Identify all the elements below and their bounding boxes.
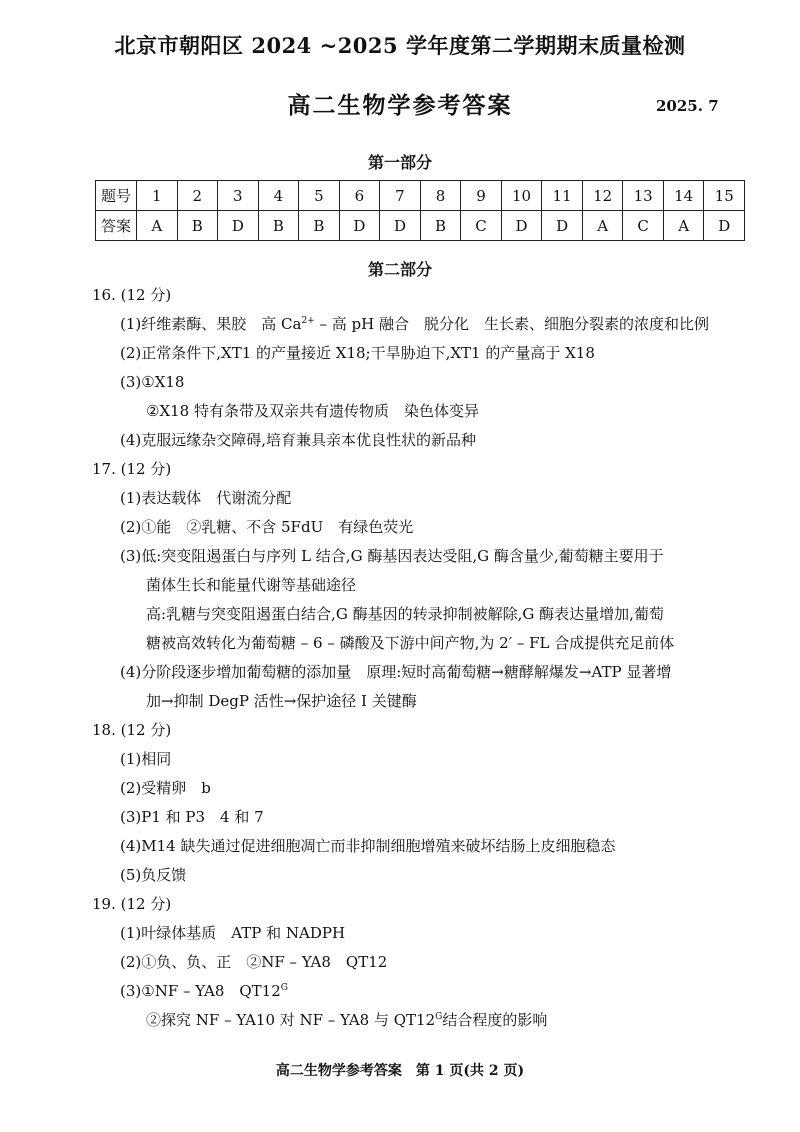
answer-cell: D xyxy=(501,211,542,241)
question-16-answer-3: (3)①X18 xyxy=(120,373,185,391)
question-17-answer-2: (2)①能 ②乳糖、不含 5FdU 有绿色荧光 xyxy=(120,518,414,536)
document-title: 高二生物学参考答案 xyxy=(287,92,513,119)
answer-cell: B xyxy=(299,211,340,241)
question-16-answer-3b: ②X18 特有条带及双亲共有遗传物质 染色体变异 xyxy=(146,402,479,420)
row-label-answer: 答案 xyxy=(96,211,137,241)
question-number-cell: 3 xyxy=(218,181,259,211)
question-18-answer-5: (5)负反馈 xyxy=(120,866,187,884)
question-18-answer-2: (2)受精卵 b xyxy=(120,779,211,797)
exam-title: 北京市朝阳区 2024 ~2025 学年度第二学期期末质量检测 xyxy=(114,33,686,58)
question-18-answer-4: (4)M14 缺失通过促进细胞凋亡而非抑制细胞增殖来破坏结肠上皮细胞稳态 xyxy=(120,837,616,855)
question-17-answer-3d: 糖被高效转化为葡萄糖 – 6 – 磷酸及下游中间产物,为 2′ – FL 合成提供充足前体 xyxy=(146,634,675,652)
answer-cell: A xyxy=(137,211,178,241)
answer-cell: A xyxy=(582,211,623,241)
answer-cell: B xyxy=(177,211,218,241)
question-number-cell: 14 xyxy=(663,181,704,211)
question-17-answer-1: (1)表达载体 代谢流分配 xyxy=(120,489,292,507)
answer-table xyxy=(95,180,745,241)
question-number-row xyxy=(96,181,745,211)
answer-cell: D xyxy=(704,211,745,241)
page-footer: 高二生物学参考答案 第 1 页(共 2 页) xyxy=(275,1063,525,1079)
row-label-number: 题号 xyxy=(96,181,137,211)
answer-text: 结合程度的影响 xyxy=(442,1011,548,1029)
part2-title: 第二部分 xyxy=(367,260,432,279)
question-number-cell: 2 xyxy=(177,181,218,211)
question-number-cell: 12 xyxy=(582,181,623,211)
answer-cell: C xyxy=(461,211,502,241)
question-19-answer-2: (2)①负、负、正 ②NF – YA8 QT12 xyxy=(120,953,388,971)
superscript: 2+ xyxy=(301,316,315,326)
answer-text: ②探究 NF – YA10 对 NF – YA8 与 QT12 xyxy=(146,1011,436,1029)
answer-cell: B xyxy=(258,211,299,241)
question-17-answer-3c: 高:乳糖与突变阻遏蛋白结合,G 酶基因的转录抑制被解除,G 酶表达量增加,葡萄 xyxy=(146,605,664,623)
question-number-cell: 4 xyxy=(258,181,299,211)
superscript: G xyxy=(280,983,288,993)
question-17-heading: 17. (12 分) xyxy=(92,460,172,478)
question-19-heading: 19. (12 分) xyxy=(92,895,172,913)
answer-row xyxy=(96,211,745,241)
question-number-cell: 6 xyxy=(339,181,380,211)
question-number-cell: 13 xyxy=(623,181,664,211)
question-18-heading: 18. (12 分) xyxy=(92,721,172,739)
question-number-cell: 5 xyxy=(299,181,340,211)
question-number-cell: 15 xyxy=(704,181,745,211)
document-date: 2025. 7 xyxy=(656,97,719,115)
answer-text: (3)①NF – YA8 QT12 xyxy=(120,982,281,1000)
answer-text: – 高 pH 融合 脱分化 生长素、细胞分裂素的浓度和比例 xyxy=(314,315,709,333)
question-16-answer-4: (4)克服远缘杂交障碍,培育兼具亲本优良性状的新品种 xyxy=(120,431,477,449)
question-number-cell: 9 xyxy=(461,181,502,211)
question-number-cell: 8 xyxy=(420,181,461,211)
question-number-cell: 7 xyxy=(380,181,421,211)
question-17-answer-4b: 加→抑制 DegP 活性→保护途径 I 关键酶 xyxy=(146,692,417,710)
question-number-cell: 10 xyxy=(501,181,542,211)
answer-text: (1)纤维素酶、果胶 高 Ca xyxy=(120,315,302,333)
answer-cell: C xyxy=(623,211,664,241)
answer-cell: D xyxy=(339,211,380,241)
question-18-answer-3: (3)P1 和 P3 4 和 7 xyxy=(120,808,264,826)
superscript: G xyxy=(435,1012,443,1022)
question-16-answer-1 xyxy=(120,314,709,334)
question-16-heading: 16. (12 分) xyxy=(92,286,172,304)
question-17-answer-3a: (3)低:突变阻遏蛋白与序列 L 结合,G 酶基因表达受阻,G 酶含量少,葡萄糖主要用于 xyxy=(120,547,664,565)
question-16-answer-2: (2)正常条件下,XT1 的产量接近 X18;干旱胁迫下,XT1 的产量高于 X18 xyxy=(120,344,595,362)
question-19-answer-1: (1)叶绿体基质 ATP 和 NADPH xyxy=(120,924,346,942)
answer-cell: D xyxy=(542,211,583,241)
question-18-answer-1: (1)相同 xyxy=(120,750,172,768)
answer-cell: D xyxy=(218,211,259,241)
question-19-answer-3b xyxy=(146,1010,547,1030)
question-17-answer-4a: (4)分阶段逐步增加葡萄糖的添加量 原理:短时高葡萄糖→糖酵解爆发→ATP 显著增 xyxy=(120,663,672,681)
question-17-answer-3b: 菌体生长和能量代谢等基础途径 xyxy=(146,576,357,594)
question-number-cell: 1 xyxy=(137,181,178,211)
answer-cell: D xyxy=(380,211,421,241)
question-19-answer-3 xyxy=(120,981,288,1001)
question-number-cell: 11 xyxy=(542,181,583,211)
answer-cell: B xyxy=(420,211,461,241)
part1-title: 第一部分 xyxy=(367,153,432,172)
answer-cell: A xyxy=(663,211,704,241)
